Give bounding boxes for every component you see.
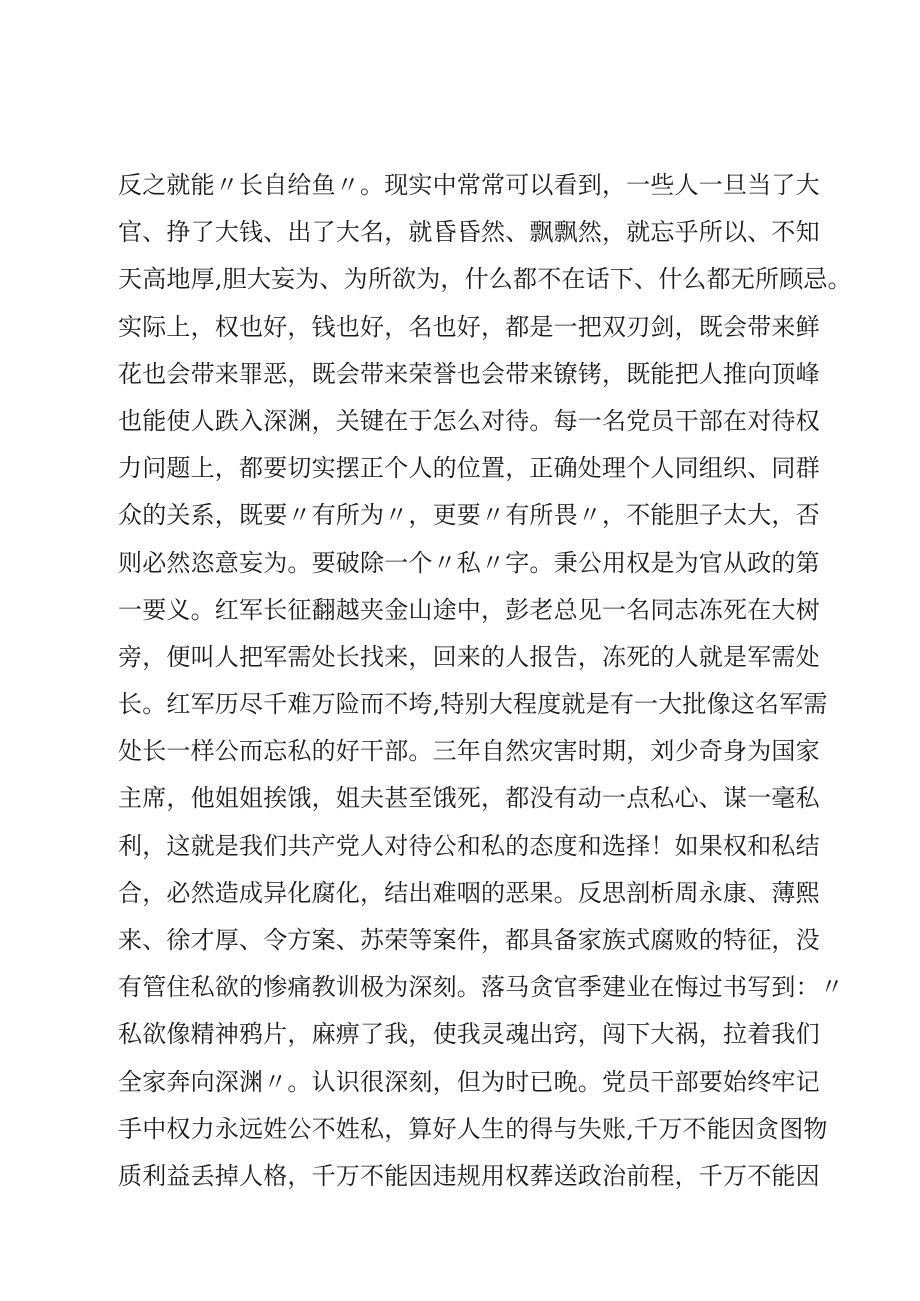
text-line-22: 质利益丢掉人格，千万不能因违规用权葬送政治前程，千万不能因 <box>118 1161 820 1190</box>
text-line-6: 也能使人跌入深渊，关键在于怎么对待。每一名党员干部在对待权 <box>118 406 820 435</box>
text-line-2: 官、挣了大钱、出了大名，就昏昏然、飘飘然，就忘乎所以、不知 <box>118 218 820 247</box>
text-line-19: 私欲像精神鸦片，麻痹了我，使我灵魂出窍，闯下大祸，拉着我们 <box>118 1020 820 1049</box>
text-line-18: 有管住私欲的惨痛教训极为深刻。落马贪官季建业在悔过书写到：〃 <box>118 973 844 1002</box>
text-line-1: 反之就能〃长自给鱼〃。现实中常常可以看到，一些人一旦当了大 <box>118 171 820 199</box>
text-line-20: 全家奔向深渊〃。认识很深刻，但为时已晚。党员干部要始终牢记 <box>118 1067 820 1096</box>
text-line-10: 一要义。红军长征翻越夹金山途中，彭老总见一名同志冻死在大树 <box>118 595 820 624</box>
text-line-8: 众的关系，既要〃有所为〃，更要〃有所畏〃，不能胆子太大，否 <box>118 501 820 530</box>
text-line-21: 手中权力永远姓公不姓私，算好人生的得与失账,千万不能因贪图物 <box>118 1114 828 1143</box>
text-line-14: 主席，他姐姐挨饿，姐夫甚至饿死，都没有动一点私心、谋一毫私 <box>118 784 820 813</box>
text-line-12: 长。红军历尽千难万险而不垮,特别大程度就是有一大批像这名军需 <box>118 690 828 719</box>
text-line-7: 力问题上，都要切实摆正个人的位置，正确处理个人同组织、同群 <box>118 454 820 483</box>
text-line-16: 合，必然造成异化腐化，结出难咽的恶果。反思剖析周永康、薄熙 <box>118 878 820 907</box>
text-line-11: 旁，便叫人把军需处长找来，回来的人报告，冻死的人就是军需处 <box>118 642 820 671</box>
text-line-5: 花也会带来罪恶，既会带来荣誉也会带来镣铐，既能把人推向顶峰 <box>118 359 820 388</box>
text-line-9: 则必然恣意妄为。要破除一个〃私〃字。秉公用权是为官从政的第 <box>118 548 820 577</box>
text-line-15: 利，这就是我们共产党人对待公和私的态度和选择！如果权和私结 <box>118 831 820 860</box>
text-line-3: 天高地厚,胆大妄为、为所欲为，什么都不在话下、什么都无所顾忌。 <box>118 265 852 294</box>
body-paragraph <box>118 162 852 1200</box>
text-line-4: 实际上，权也好，钱也好，名也好，都是一把双刃剑，既会带来鲜 <box>118 312 820 341</box>
text-line-13: 处长一样公而忘私的好干部。三年自然灾害时期，刘少奇身为国家 <box>118 737 820 766</box>
text-line-17: 来、徐才厚、令方案、苏荣等案件，都具备家族式腐败的特征，没 <box>118 926 820 954</box>
